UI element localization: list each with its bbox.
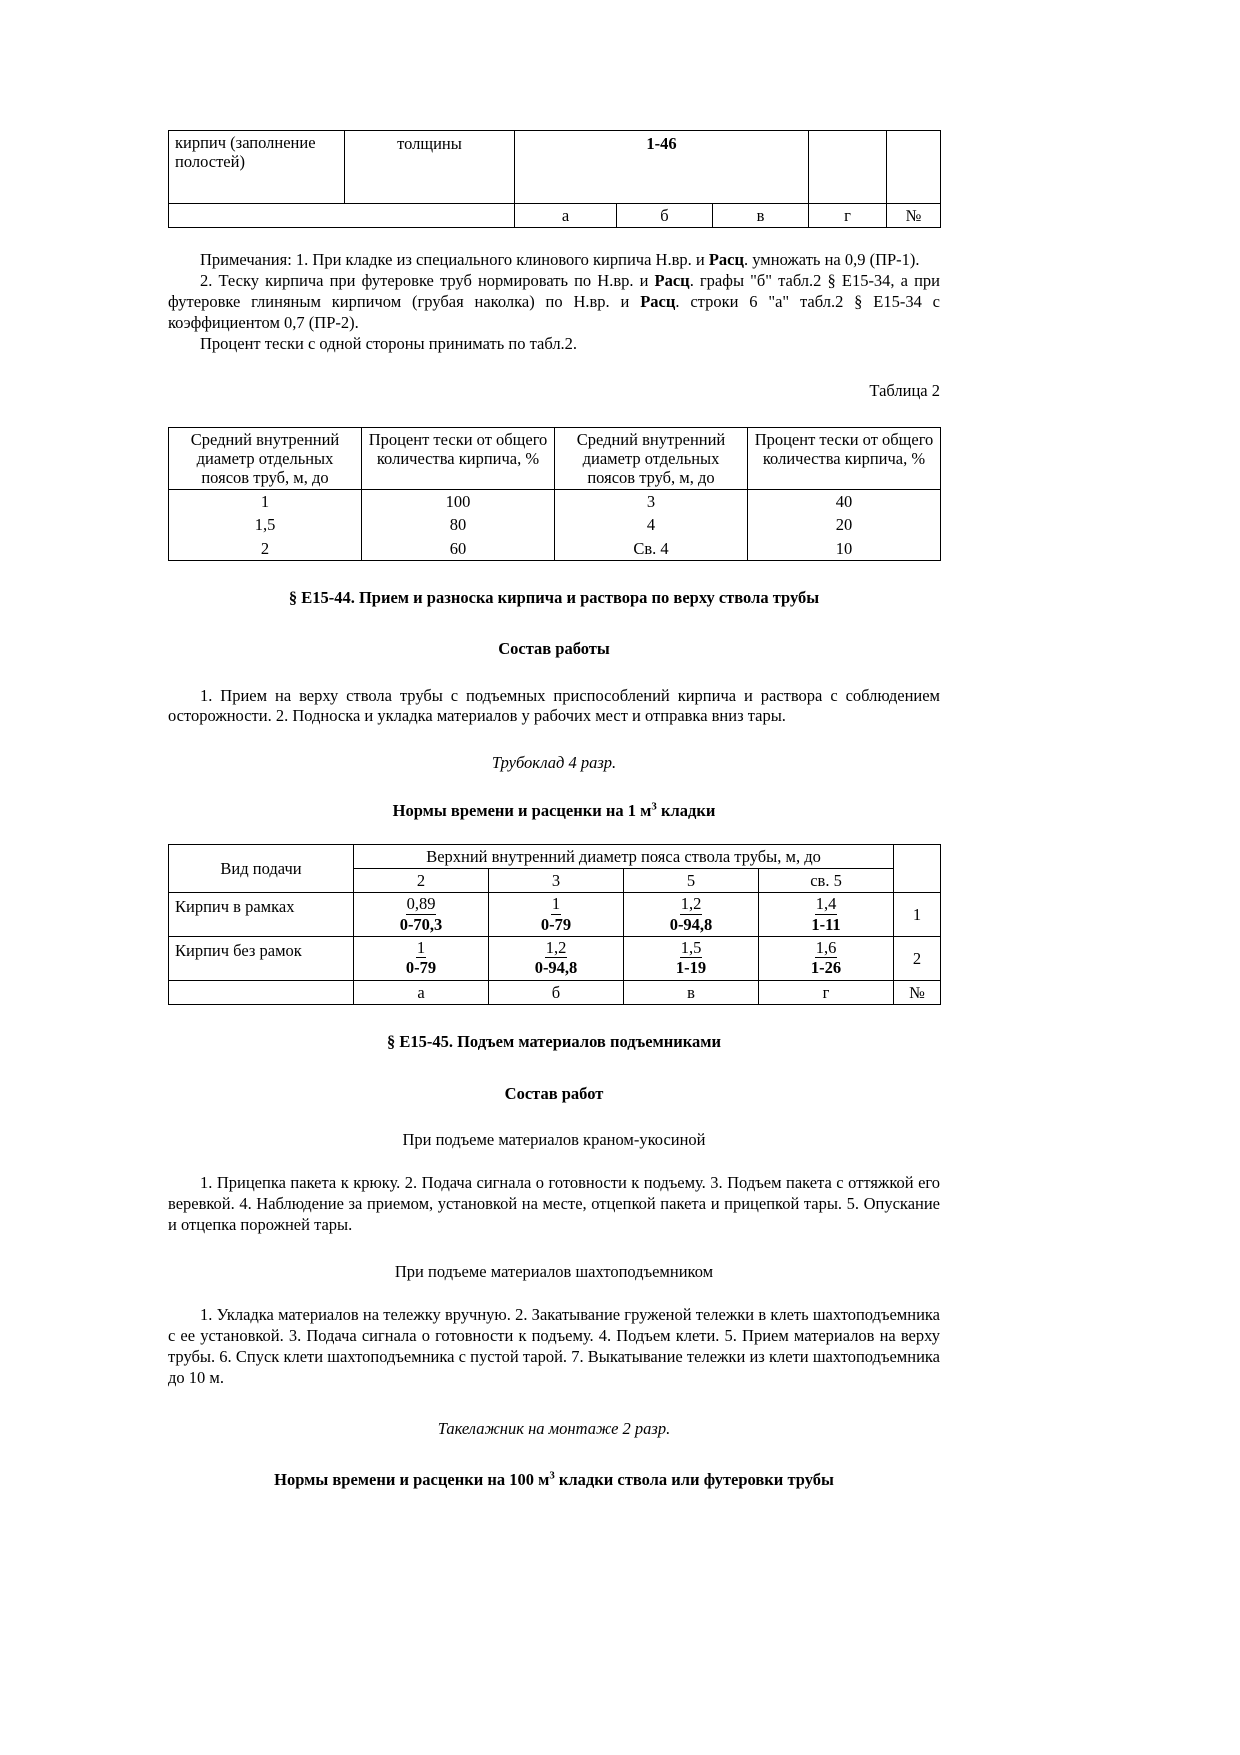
norms44-row1-label: Кирпич без рамок [169, 937, 354, 981]
top-continuation-table [168, 130, 941, 228]
norms44-row1-val1 [489, 937, 624, 981]
table2-header-2: Средний внутренний диаметр отдельных поясов труб, м, до [555, 427, 748, 489]
top-table-letter-no: № [887, 204, 941, 228]
table2-r2-c3: 10 [748, 537, 941, 561]
norms-heading-44 [168, 800, 940, 821]
norms-heading-44-a: Нормы времени и расценки на 1 м [392, 801, 652, 821]
norms44-row0-val3 [759, 893, 894, 937]
norms-heading-45 [168, 1469, 940, 1490]
table2-r1-c3: 20 [748, 513, 941, 536]
norm-time-value: 1,2 [680, 894, 702, 914]
norm-time-value: 0,89 [406, 894, 436, 914]
norms-heading-45-sup: 3 [549, 1469, 555, 1482]
norms44-letter-g: г [759, 980, 894, 1004]
norms-heading-44-b: кладки [656, 801, 716, 821]
norms44-row0-number: 1 [894, 893, 941, 937]
table2-r0-c2: 3 [555, 490, 748, 514]
norm-price-value: 0-79 [540, 914, 572, 934]
top-table-letter-g: г [809, 204, 887, 228]
top-table-letter-a: а [515, 204, 617, 228]
section-title-e15-44: § Е15-44. Прием и разноска кирпича и раствора по верху ствола трубы [288, 587, 820, 607]
norms44-row1-number: 2 [894, 937, 941, 981]
norms44-corner-blank [894, 844, 941, 892]
norms44-subheader-3: св. 5 [759, 868, 894, 892]
table2-r1-c1: 80 [362, 513, 555, 536]
norm-price-value: 0-79 [405, 958, 437, 978]
norm-price-value: 1-19 [675, 958, 707, 978]
note-2-text-c: . графы "б" табл.2 § Е15-34, а при футеровке глиняным кирпичом (грубая наколка) по Н.вр. и [168, 271, 940, 312]
norm-price-value: 1-11 [811, 914, 841, 934]
norms44-row0-val1 [489, 893, 624, 937]
table2-r2-c1: 60 [362, 537, 555, 561]
table-2-tesk-percent [168, 427, 941, 561]
norm-time-value: 1 [551, 894, 561, 914]
document-content [168, 130, 940, 1491]
note-1-rascz: Расц [708, 250, 745, 270]
norms-heading-45-a: Нормы времени и расценки на 100 м [274, 1470, 550, 1490]
norm-time-value: 1,5 [680, 938, 702, 957]
norm-price-value: 0-94,8 [534, 958, 578, 978]
top-table-cell-material: кирпич (заполнение полостей) [169, 131, 345, 204]
top-table-letter-v: в [713, 204, 809, 228]
norms44-col1-header: Вид подачи [169, 844, 354, 892]
table-row [169, 537, 941, 561]
norms44-row1-val0 [354, 937, 489, 981]
norms-heading-44-sup: 3 [651, 800, 657, 813]
table2-r1-c2: 4 [555, 513, 748, 536]
norm-time-value: 1,6 [815, 938, 837, 957]
table-row-letters [169, 204, 941, 228]
note-2-rascz-1: Расц [654, 271, 690, 291]
norm-price-value: 1-26 [810, 958, 842, 978]
note-paragraph-1 [168, 250, 940, 271]
table-row [169, 131, 941, 204]
table-row-header [169, 427, 941, 489]
table2-header-1: Процент тески от общего количества кирпича, % [362, 427, 555, 489]
norms44-letter-b: б [489, 980, 624, 1004]
norm-time-value: 1,4 [815, 894, 837, 914]
norm-price-value: 0-70,3 [399, 914, 443, 934]
table-row-header [169, 844, 941, 868]
table-row [169, 893, 941, 937]
norms44-letter-a: а [354, 980, 489, 1004]
compose-text-crane: 1. Прицепка пакета к крюку. 2. Подача сигнала о готовности к подъему. 3. Подъем пакета с оттяжкой его веревкой. 4. Наблюдение за приемом, установкой на месте, отцепкой пакета и прицепкой тары. 5. Опускание и отцепка порожней тары. [168, 1172, 940, 1234]
norms44-row0-val0 [354, 893, 489, 937]
norms44-row1-val2 [624, 937, 759, 981]
norms44-subheader-1: 3 [489, 868, 624, 892]
table-row [169, 490, 941, 514]
top-table-cell-empty-2 [887, 131, 941, 204]
table2-r2-c2: Св. 4 [555, 537, 748, 561]
top-table-cell-code: 1-46 [515, 131, 809, 204]
norms44-subheader-2: 5 [624, 868, 759, 892]
note-1-text-c: . умножать на 0,9 (ПР-1). [744, 250, 920, 270]
norms44-subheader-0: 2 [354, 868, 489, 892]
worker-qualification-44: Трубоклад 4 разр. [491, 753, 617, 773]
table2-r0-c1: 100 [362, 490, 555, 514]
norms44-row0-val2 [624, 893, 759, 937]
note-paragraph-3: Процент тески с одной стороны принимать по табл.2. [200, 333, 578, 353]
note-1-text-a: Примечания: 1. При кладке из специального клинового кирпича Н.вр. и [200, 250, 709, 270]
table-row [169, 513, 941, 536]
table-row [169, 937, 941, 981]
norm-price-value: 0-94,8 [669, 914, 713, 934]
top-table-letter-b: б [617, 204, 713, 228]
worker-qualification-45: Такелажник на монтаже 2 разр. [437, 1418, 671, 1438]
table2-header-3: Процент тески от общего количества кирпича, % [748, 427, 941, 489]
section-title-e15-45: § Е15-45. Подъем материалов подъемниками [386, 1032, 722, 1052]
norm-time-value: 1,2 [545, 938, 567, 957]
top-table-cell-empty-1 [809, 131, 887, 204]
note-paragraph-2 [168, 271, 940, 334]
table2-r0-c3: 40 [748, 490, 941, 514]
norms44-span-header: Верхний внутренний диаметр пояса ствола трубы, м, до [354, 844, 894, 868]
table2-r0-c0: 1 [169, 490, 362, 514]
table-row-letters [169, 980, 941, 1004]
table2-r2-c0: 2 [169, 537, 362, 561]
table2-header-0: Средний внутренний диаметр отдельных поясов труб, м, до [169, 427, 362, 489]
note-2-text-a: 2. Теску кирпича при футеровке труб нормировать по Н.вр. и [200, 271, 655, 291]
compose-heading-44: Состав работы [498, 639, 610, 659]
compose-heading-45: Состав работ [504, 1083, 604, 1103]
norms-heading-45-b: кладки ствола или футеровки трубы [554, 1470, 834, 1490]
note-2-text-e: . строки 6 "а" табл.2 § Е15-34 с коэффициентом 0,7 (ПР-2). [168, 292, 940, 332]
norms44-letter-no: № [894, 980, 941, 1004]
compose-text-44: 1. Прием на верху ствола трубы с подъемных приспособлений кирпича и раствора с соблюдением осторожности. 2. Подноска и укладка материалов у рабочих мест и отправка вниз тары. [168, 685, 940, 726]
norms44-row1-val3 [759, 937, 894, 981]
norms-table-e15-44 [168, 844, 941, 1005]
compose-text-shaft-hoist: 1. Укладка материалов на тележку вручную. 2. Закатывание груженой тележки в клеть шахтоподъемника с ее установкой. 3. Подача сигнала о готовности к подъему. 4. Подъем клети. 5. Прием материалов на верху трубы. 6. Спуск клети шахтоподъемника с пустой тарой. 7. Выкатывание тележки из клети шахтоподъемника до 10 м. [168, 1304, 940, 1387]
subheading-crane: При подъеме материалов краном-укосиной [402, 1129, 706, 1149]
norms44-row0-label: Кирпич в рамках [169, 893, 354, 937]
note-2-rascz-2: Расц [640, 292, 676, 312]
subheading-shaft-hoist: При подъеме материалов шахтоподъемником [394, 1261, 714, 1281]
norms44-letter-blank [169, 980, 354, 1004]
norm-time-value: 1 [416, 938, 426, 957]
table2-caption: Таблица 2 [869, 380, 940, 400]
table2-r1-c0: 1,5 [169, 513, 362, 536]
norms44-letter-v: в [624, 980, 759, 1004]
top-table-letter-blank [169, 204, 515, 228]
top-table-cell-thickness: толщины [345, 131, 515, 204]
